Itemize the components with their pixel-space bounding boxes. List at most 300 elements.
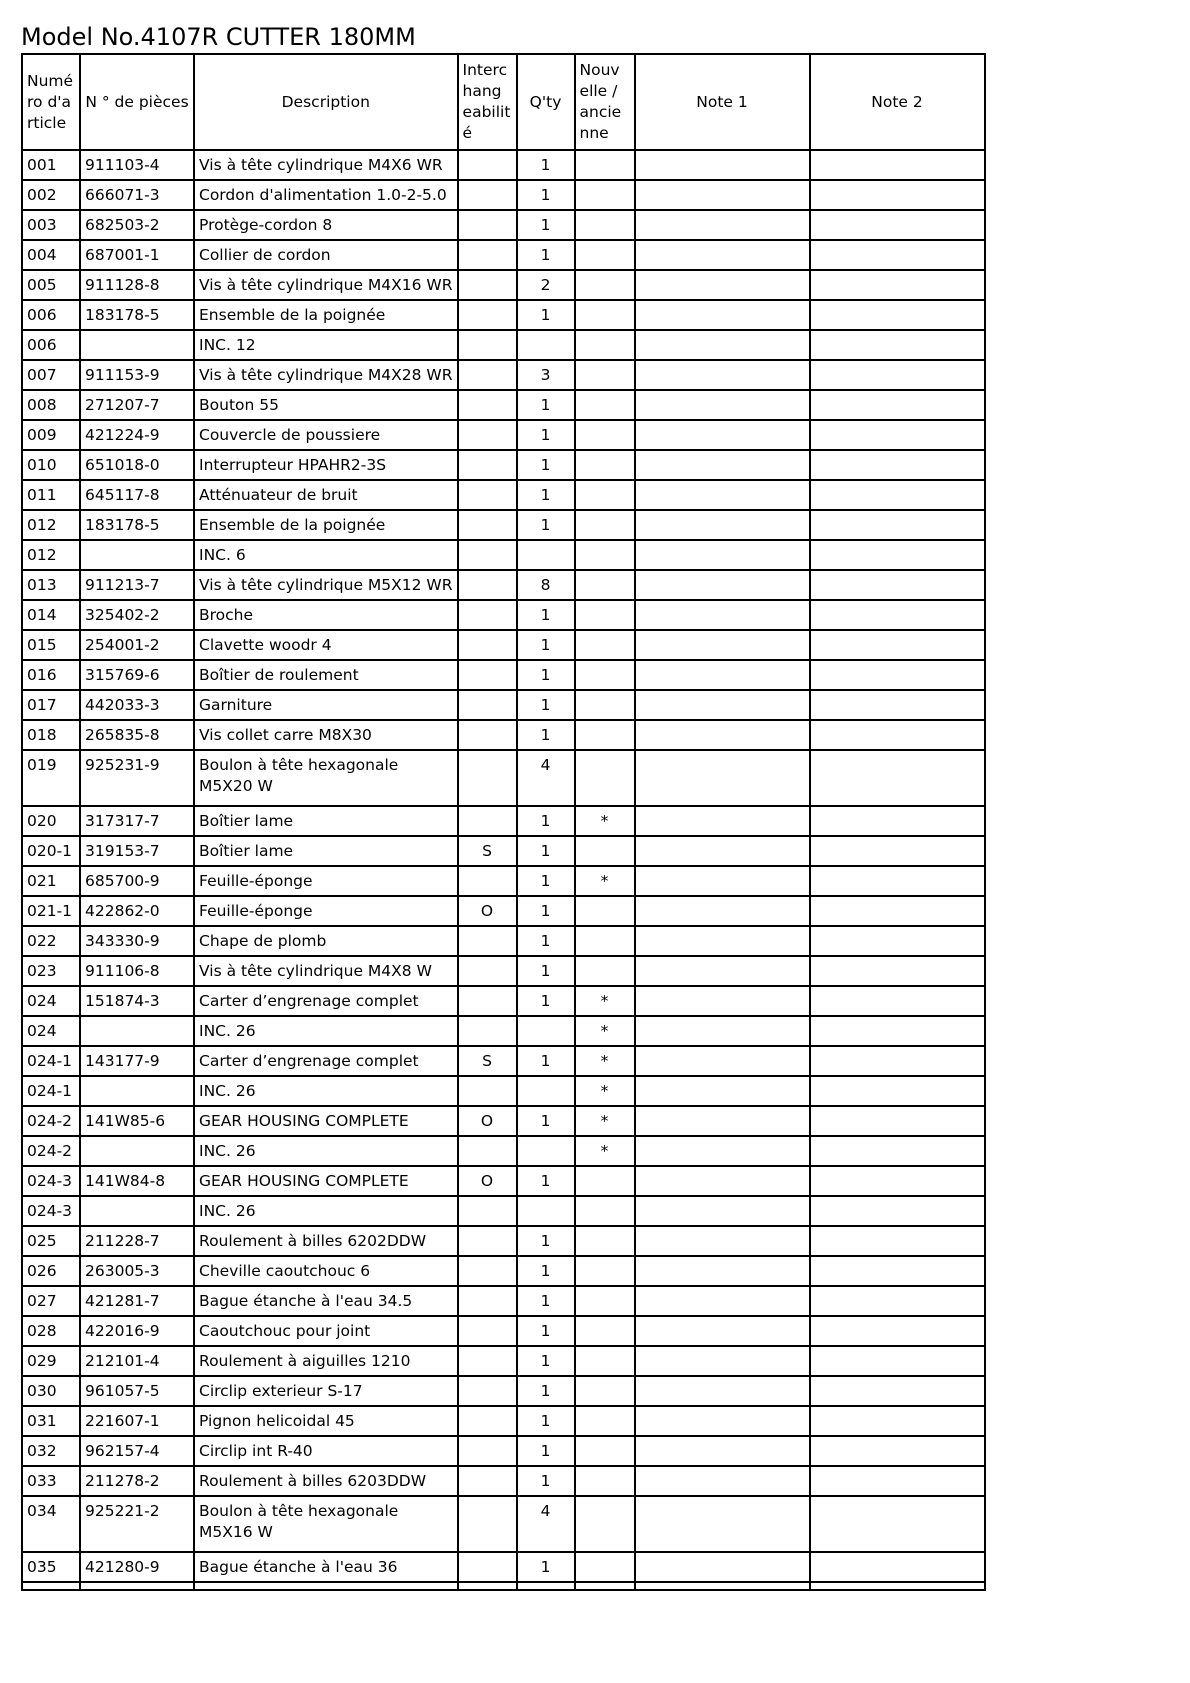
description-cell: Bouton 55 [194,390,458,420]
new-old-cell [575,1496,635,1552]
note-2-cell [810,420,985,450]
header-interchangeability [458,54,517,150]
description-cell: INC. 26 [194,1076,458,1106]
note-2-cell [810,1552,985,1582]
note-2-cell [810,210,985,240]
item-number-cell: 010 [22,450,80,480]
description-cell: GEAR HOUSING COMPLETE [194,1106,458,1136]
note-1-cell [635,180,810,210]
quantity-cell: 1 [517,240,575,270]
new-old-cell: * [575,1046,635,1076]
note-2-cell [810,806,985,836]
header-interchangeability-label: Interc hang eabilit é [462,61,511,142]
note-1-cell [635,630,810,660]
item-number-cell: 003 [22,210,80,240]
header-note-2: Note 2 [810,54,985,150]
new-old-cell [575,1226,635,1256]
note-1-cell [635,1466,810,1496]
note-1-cell [635,956,810,986]
interchangeability-cell [458,1466,517,1496]
note-2-cell [810,330,985,360]
note-1-cell [635,270,810,300]
header-item-number [22,54,80,150]
note-1-cell [635,836,810,866]
note-2-cell [810,270,985,300]
new-old-cell: * [575,1106,635,1136]
description-cell: Feuille-éponge [194,866,458,896]
interchangeability-cell [458,300,517,330]
quantity-cell: 1 [517,1256,575,1286]
description-cell: Pignon helicoidal 45 [194,1406,458,1436]
quantity-cell: 8 [517,570,575,600]
part-number-cell: 962157-4 [80,1436,194,1466]
table-row [22,600,985,630]
table-row [22,1436,985,1466]
description-cell: Circlip int R-40 [194,1436,458,1466]
description-cell: Bague étanche à l'eau 36 [194,1552,458,1582]
note-1-cell [635,806,810,836]
new-old-cell [575,750,635,806]
description-cell: Atténuateur de bruit [194,480,458,510]
part-number-cell: 183178-5 [80,510,194,540]
interchangeability-cell: O [458,896,517,926]
new-old-cell [575,896,635,926]
interchangeability-cell [458,750,517,806]
note-1-cell [635,1046,810,1076]
new-old-cell: * [575,1016,635,1046]
quantity-cell: 3 [517,360,575,390]
description-cell: Circlip exterieur S-17 [194,1376,458,1406]
description-cell: Boîtier lame [194,836,458,866]
quantity-cell: 1 [517,1316,575,1346]
description-cell: Vis à tête cylindrique M5X12 WR [194,570,458,600]
table-row [22,1016,985,1046]
interchangeability-cell [458,926,517,956]
part-number-cell: 317317-7 [80,806,194,836]
note-2-cell [810,1466,985,1496]
table-row [22,180,985,210]
part-number-cell: 421281-7 [80,1286,194,1316]
table-row [22,1166,985,1196]
description-cell: INC. 26 [194,1196,458,1226]
interchangeability-cell: S [458,836,517,866]
note-2-cell [810,1286,985,1316]
note-2-cell [810,180,985,210]
table-row [22,450,985,480]
quantity-cell: 4 [517,750,575,806]
part-number-cell [80,1076,194,1106]
description-cell: Boîtier lame [194,806,458,836]
part-number-cell: 682503-2 [80,210,194,240]
part-number-cell: 325402-2 [80,600,194,630]
note-1-cell [635,1376,810,1406]
quantity-cell: 1 [517,956,575,986]
note-2-cell [810,1106,985,1136]
quantity-cell: 1 [517,510,575,540]
part-number-cell: 687001-1 [80,240,194,270]
description-cell: Bague étanche à l'eau 34.5 [194,1286,458,1316]
new-old-cell [575,1196,635,1226]
interchangeability-cell [458,570,517,600]
note-2-cell [810,866,985,896]
part-number-cell [80,1196,194,1226]
interchangeability-cell [458,630,517,660]
interchangeability-cell [458,1226,517,1256]
table-row [22,1552,985,1582]
item-number-cell: 030 [22,1376,80,1406]
new-old-cell [575,600,635,630]
part-number-cell: 141W84-8 [80,1166,194,1196]
quantity-cell: 1 [517,1466,575,1496]
item-number-cell: 024-1 [22,1076,80,1106]
table-row [22,1106,985,1136]
empty-cell [517,1582,575,1590]
table-row [22,1406,985,1436]
part-number-cell: 263005-3 [80,1256,194,1286]
description-cell: Collier de cordon [194,240,458,270]
item-number-cell: 020 [22,806,80,836]
empty-cell [194,1582,458,1590]
quantity-cell: 1 [517,1046,575,1076]
interchangeability-cell [458,1346,517,1376]
note-2-cell [810,720,985,750]
note-1-cell [635,986,810,1016]
description-cell: Roulement à billes 6203DDW [194,1466,458,1496]
table-row [22,690,985,720]
table-row [22,1346,985,1376]
quantity-cell: 1 [517,600,575,630]
quantity-cell: 1 [517,390,575,420]
item-number-cell: 034 [22,1496,80,1552]
empty-cell [458,1582,517,1590]
description-cell: Couvercle de poussiere [194,420,458,450]
quantity-cell: 1 [517,720,575,750]
new-old-cell: * [575,1076,635,1106]
interchangeability-cell [458,210,517,240]
new-old-cell [575,1316,635,1346]
note-1-cell [635,1346,810,1376]
new-old-cell [575,210,635,240]
new-old-cell [575,1376,635,1406]
note-2-cell [810,1256,985,1286]
item-number-cell: 007 [22,360,80,390]
interchangeability-cell [458,1496,517,1552]
note-2-cell [810,926,985,956]
empty-cell [80,1582,194,1590]
item-number-cell: 019 [22,750,80,806]
note-1-cell [635,510,810,540]
note-2-cell [810,600,985,630]
part-number-cell: 685700-9 [80,866,194,896]
description-cell: Roulement à aiguilles 1210 [194,1346,458,1376]
note-1-cell [635,1136,810,1166]
description-cell: Carter d’engrenage complet [194,1046,458,1076]
item-number-cell: 016 [22,660,80,690]
interchangeability-cell [458,390,517,420]
new-old-cell [575,1346,635,1376]
quantity-cell: 1 [517,926,575,956]
note-2-cell [810,1136,985,1166]
interchangeability-cell [458,1552,517,1582]
item-number-cell: 018 [22,720,80,750]
header-item-number-label: Numé ro d'a rticle [27,71,74,132]
item-number-cell: 033 [22,1466,80,1496]
interchangeability-cell [458,1286,517,1316]
item-number-cell: 002 [22,180,80,210]
part-number-cell: 211278-2 [80,1466,194,1496]
note-2-cell [810,1076,985,1106]
interchangeability-cell [458,720,517,750]
part-number-cell: 271207-7 [80,390,194,420]
description-cell: INC. 26 [194,1136,458,1166]
note-1-cell [635,926,810,956]
description-cell: Ensemble de la poignée [194,510,458,540]
table-row [22,1466,985,1496]
note-2-cell [810,1046,985,1076]
interchangeability-cell [458,480,517,510]
note-2-cell [810,1406,985,1436]
item-number-cell: 028 [22,1316,80,1346]
quantity-cell: 1 [517,1436,575,1466]
description-cell: Clavette woodr 4 [194,630,458,660]
interchangeability-cell [458,1436,517,1466]
item-number-cell: 014 [22,600,80,630]
item-number-cell: 031 [22,1406,80,1436]
note-2-cell [810,570,985,600]
note-2-cell [810,360,985,390]
table-row [22,420,985,450]
part-number-cell: 315769-6 [80,660,194,690]
part-number-cell: 666071-3 [80,180,194,210]
description-cell: Ensemble de la poignée [194,300,458,330]
item-number-cell: 024-2 [22,1136,80,1166]
header-part-number: N ° de pièces [80,54,194,150]
note-1-cell [635,1256,810,1286]
quantity-cell [517,1136,575,1166]
interchangeability-cell [458,330,517,360]
header-quantity: Q'ty [517,54,575,150]
new-old-cell [575,1436,635,1466]
item-number-cell: 029 [22,1346,80,1376]
quantity-cell: 1 [517,300,575,330]
new-old-cell [575,570,635,600]
new-old-cell [575,1552,635,1582]
interchangeability-cell [458,270,517,300]
note-1-cell [635,1166,810,1196]
description-cell: Caoutchouc pour joint [194,1316,458,1346]
interchangeability-cell [458,420,517,450]
table-row [22,806,985,836]
part-number-cell: 254001-2 [80,630,194,660]
quantity-cell: 1 [517,150,575,180]
item-number-cell: 005 [22,270,80,300]
item-number-cell: 013 [22,570,80,600]
quantity-cell [517,330,575,360]
item-number-cell: 026 [22,1256,80,1286]
part-number-cell: 911128-8 [80,270,194,300]
interchangeability-cell [458,806,517,836]
part-number-cell [80,1136,194,1166]
new-old-cell [575,630,635,660]
description-cell: Chape de plomb [194,926,458,956]
new-old-cell: * [575,806,635,836]
note-1-cell [635,1316,810,1346]
part-number-cell: 422016-9 [80,1316,194,1346]
table-row [22,1046,985,1076]
part-number-cell: 141W85-6 [80,1106,194,1136]
note-1-cell [635,540,810,570]
interchangeability-cell [458,1316,517,1346]
description-cell: Boulon à tête hexagonale M5X16 W [194,1496,458,1552]
part-number-cell [80,540,194,570]
quantity-cell: 1 [517,1286,575,1316]
quantity-cell: 1 [517,210,575,240]
description-cell: Cheville caoutchouc 6 [194,1256,458,1286]
page-title: Model No.4107R CUTTER 180MM [21,23,416,51]
new-old-cell [575,390,635,420]
item-number-cell: 025 [22,1226,80,1256]
new-old-cell [575,150,635,180]
quantity-cell [517,540,575,570]
note-1-cell [635,390,810,420]
interchangeability-cell [458,1376,517,1406]
note-2-cell [810,510,985,540]
note-2-cell [810,450,985,480]
new-old-cell [575,540,635,570]
table-row [22,896,985,926]
description-cell: Interrupteur HPAHR2-3S [194,450,458,480]
parts-table [21,53,986,1591]
part-number-cell: 651018-0 [80,450,194,480]
item-number-cell: 032 [22,1436,80,1466]
note-1-cell [635,480,810,510]
note-1-cell [635,1106,810,1136]
item-number-cell: 011 [22,480,80,510]
item-number-cell: 008 [22,390,80,420]
header-description: Description [194,54,458,150]
quantity-cell: 1 [517,1346,575,1376]
note-2-cell [810,540,985,570]
note-1-cell [635,150,810,180]
part-number-cell: 422862-0 [80,896,194,926]
new-old-cell [575,1406,635,1436]
header-new-old-label: Nouv elle / ancie nne [579,61,622,142]
table-row [22,240,985,270]
table-row-partial [22,1582,985,1590]
note-2-cell [810,690,985,720]
note-1-cell [635,660,810,690]
new-old-cell [575,660,635,690]
note-1-cell [635,420,810,450]
new-old-cell [575,360,635,390]
note-1-cell [635,1226,810,1256]
part-number-cell: 911213-7 [80,570,194,600]
new-old-cell [575,720,635,750]
table-row [22,210,985,240]
note-2-cell [810,1226,985,1256]
part-number-cell: 645117-8 [80,480,194,510]
new-old-cell [575,330,635,360]
new-old-cell [575,510,635,540]
table-row [22,660,985,690]
description-cell: Vis à tête cylindrique M4X16 WR [194,270,458,300]
interchangeability-cell [458,150,517,180]
quantity-cell [517,1016,575,1046]
part-number-cell: 212101-4 [80,1346,194,1376]
part-number-cell: 143177-9 [80,1046,194,1076]
description-cell: INC. 6 [194,540,458,570]
part-number-cell: 211228-7 [80,1226,194,1256]
item-number-cell: 022 [22,926,80,956]
part-number-cell: 319153-7 [80,836,194,866]
note-2-cell [810,1346,985,1376]
interchangeability-cell [458,240,517,270]
new-old-cell [575,270,635,300]
note-2-cell [810,480,985,510]
quantity-cell: 1 [517,1106,575,1136]
note-1-cell [635,1076,810,1106]
table-row [22,300,985,330]
table-row [22,390,985,420]
interchangeability-cell [458,450,517,480]
item-number-cell: 023 [22,956,80,986]
new-old-cell [575,1466,635,1496]
part-number-cell: 961057-5 [80,1376,194,1406]
description-cell: INC. 12 [194,330,458,360]
item-number-cell: 012 [22,510,80,540]
table-row [22,1286,985,1316]
note-2-cell [810,956,985,986]
empty-cell [810,1582,985,1590]
part-number-cell: 183178-5 [80,300,194,330]
quantity-cell: 1 [517,180,575,210]
interchangeability-cell [458,180,517,210]
empty-cell [575,1582,635,1590]
item-number-cell: 035 [22,1552,80,1582]
quantity-cell: 1 [517,1406,575,1436]
note-1-cell [635,1196,810,1226]
new-old-cell [575,450,635,480]
parts-table-body [22,150,985,1590]
description-cell: Carter d’engrenage complet [194,986,458,1016]
quantity-cell: 1 [517,866,575,896]
item-number-cell: 024-2 [22,1106,80,1136]
note-2-cell [810,240,985,270]
empty-cell [22,1582,80,1590]
item-number-cell: 006 [22,300,80,330]
new-old-cell [575,836,635,866]
item-number-cell: 012 [22,540,80,570]
part-number-cell: 421224-9 [80,420,194,450]
description-cell: Vis à tête cylindrique M4X28 WR [194,360,458,390]
part-number-cell: 925231-9 [80,750,194,806]
item-number-cell: 006 [22,330,80,360]
quantity-cell [517,1076,575,1106]
table-row [22,540,985,570]
note-2-cell [810,1166,985,1196]
note-2-cell [810,660,985,690]
note-2-cell [810,150,985,180]
part-number-cell: 925221-2 [80,1496,194,1552]
description-cell: Boîtier de roulement [194,660,458,690]
table-row [22,1136,985,1166]
interchangeability-cell [458,956,517,986]
note-1-cell [635,1552,810,1582]
description-cell: GEAR HOUSING COMPLETE [194,1166,458,1196]
note-2-cell [810,1496,985,1552]
note-2-cell [810,1316,985,1346]
note-1-cell [635,690,810,720]
